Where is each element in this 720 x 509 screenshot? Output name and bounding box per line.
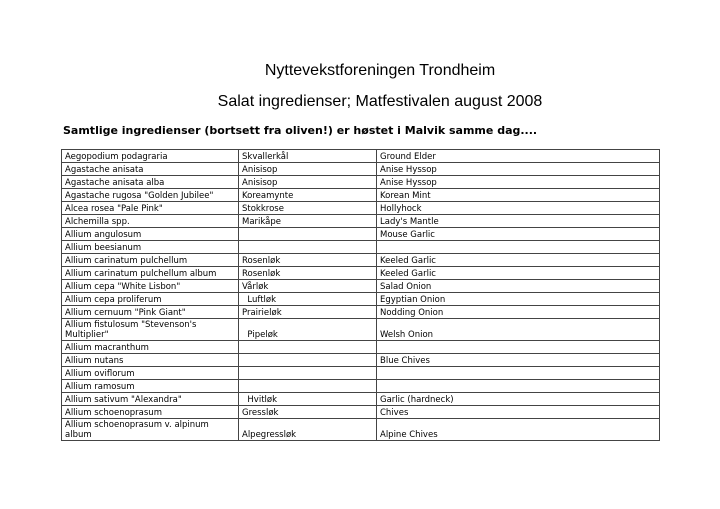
norwegian-name-cell: Prairieløk bbox=[239, 306, 377, 319]
document-subtitle: Salat ingredienser; Matfestivalen august 2008 bbox=[217, 93, 543, 110]
intro-text: Samtlige ingredienser (bortsett fra oliven!) er høstet i Malvik samme dag.... bbox=[63, 124, 538, 137]
norwegian-name-cell: Rosenløk bbox=[239, 254, 377, 267]
latin-name-cell: Agastache anisata alba bbox=[62, 176, 239, 189]
norwegian-name-cell bbox=[239, 380, 377, 393]
english-name-cell: Korean Mint bbox=[377, 189, 660, 202]
norwegian-name-cell bbox=[239, 341, 377, 354]
latin-name-cell: Allium nutans bbox=[62, 354, 239, 367]
norwegian-name-cell: Anisisop bbox=[239, 176, 377, 189]
norwegian-name-cell: Anisisop bbox=[239, 163, 377, 176]
english-name-cell: Keeled Garlic bbox=[377, 254, 660, 267]
latin-name-cell: Allium cernuum "Pink Giant" bbox=[62, 306, 239, 319]
table-row bbox=[62, 202, 660, 215]
english-name-cell: Blue Chives bbox=[377, 354, 660, 367]
english-name-cell: Chives bbox=[377, 406, 660, 419]
table-row bbox=[62, 306, 660, 319]
english-name-cell: Ground Elder bbox=[377, 150, 660, 163]
table-row bbox=[62, 163, 660, 176]
english-name-cell: Alpine Chives bbox=[377, 419, 660, 441]
latin-name-cell: Allium ramosum bbox=[62, 380, 239, 393]
latin-name-cell: Allium cepa proliferum bbox=[62, 293, 239, 306]
table-row bbox=[62, 367, 660, 380]
norwegian-name-cell: Skvallerkål bbox=[239, 150, 377, 163]
table-row bbox=[62, 319, 660, 341]
latin-name-cell: Alcea rosea "Pale Pink" bbox=[62, 202, 239, 215]
norwegian-name-cell: Koreamynte bbox=[239, 189, 377, 202]
table-row bbox=[62, 189, 660, 202]
latin-name-cell: Allium oviflorum bbox=[62, 367, 239, 380]
english-name-cell: Egyptian Onion bbox=[377, 293, 660, 306]
english-name-cell: Lady's Mantle bbox=[377, 215, 660, 228]
norwegian-name-cell bbox=[239, 367, 377, 380]
english-name-cell: Garlic (hardneck) bbox=[377, 393, 660, 406]
english-name-cell: Hollyhock bbox=[377, 202, 660, 215]
english-name-cell bbox=[377, 380, 660, 393]
table-row bbox=[62, 254, 660, 267]
latin-name-cell: Allium angulosum bbox=[62, 228, 239, 241]
table-row bbox=[62, 228, 660, 241]
latin-name-cell: Allium carinatum pulchellum album bbox=[62, 267, 239, 280]
table-row bbox=[62, 267, 660, 280]
table-row bbox=[62, 150, 660, 163]
table-row bbox=[62, 419, 660, 441]
norwegian-name-cell: Pipeløk bbox=[239, 319, 377, 341]
table-row bbox=[62, 393, 660, 406]
latin-name-cell: Agastache rugosa "Golden Jubilee" bbox=[62, 189, 239, 202]
norwegian-name-cell: Gressløk bbox=[239, 406, 377, 419]
table-row bbox=[62, 176, 660, 189]
latin-name-cell: Alchemilla spp. bbox=[62, 215, 239, 228]
norwegian-name-cell: Vårløk bbox=[239, 280, 377, 293]
english-name-cell: Anise Hyssop bbox=[377, 176, 660, 189]
english-name-cell: Anise Hyssop bbox=[377, 163, 660, 176]
table-row bbox=[62, 215, 660, 228]
latin-name-cell: Agastache anisata bbox=[62, 163, 239, 176]
latin-name-cell: Allium carinatum pulchellum bbox=[62, 254, 239, 267]
norwegian-name-cell: Rosenløk bbox=[239, 267, 377, 280]
norwegian-name-cell bbox=[239, 241, 377, 254]
latin-name-cell: Allium sativum "Alexandra" bbox=[62, 393, 239, 406]
latin-name-cell: Allium cepa "White Lisbon" bbox=[62, 280, 239, 293]
latin-name-cell: Allium beesianum bbox=[62, 241, 239, 254]
norwegian-name-cell bbox=[239, 354, 377, 367]
latin-name-cell: Allium schoenoprasum v. alpinum album bbox=[62, 419, 239, 441]
english-name-cell: Keeled Garlic bbox=[377, 267, 660, 280]
english-name-cell: Welsh Onion bbox=[377, 319, 660, 341]
ingredients-table bbox=[61, 149, 660, 441]
latin-name-cell: Allium fistulosum "Stevenson's Multiplier" bbox=[62, 319, 239, 341]
norwegian-name-cell: Hvitløk bbox=[239, 393, 377, 406]
norwegian-name-cell bbox=[239, 228, 377, 241]
table-row bbox=[62, 293, 660, 306]
latin-name-cell: Allium schoenoprasum bbox=[62, 406, 239, 419]
english-name-cell: Salad Onion bbox=[377, 280, 660, 293]
table-row bbox=[62, 280, 660, 293]
table-row bbox=[62, 354, 660, 367]
norwegian-name-cell: Stokkrose bbox=[239, 202, 377, 215]
english-name-cell bbox=[377, 241, 660, 254]
english-name-cell bbox=[377, 367, 660, 380]
document-title: Nyttevekstforeningen Trondheim bbox=[264, 62, 496, 79]
norwegian-name-cell: Luftløk bbox=[239, 293, 377, 306]
norwegian-name-cell: Marikåpe bbox=[239, 215, 377, 228]
english-name-cell: Mouse Garlic bbox=[377, 228, 660, 241]
table-row bbox=[62, 241, 660, 254]
table-row bbox=[62, 380, 660, 393]
table-row bbox=[62, 341, 660, 354]
latin-name-cell: Aegopodium podagraria bbox=[62, 150, 239, 163]
table-row bbox=[62, 406, 660, 419]
english-name-cell bbox=[377, 341, 660, 354]
norwegian-name-cell: Alpegressløk bbox=[239, 419, 377, 441]
latin-name-cell: Allium macranthum bbox=[62, 341, 239, 354]
english-name-cell: Nodding Onion bbox=[377, 306, 660, 319]
